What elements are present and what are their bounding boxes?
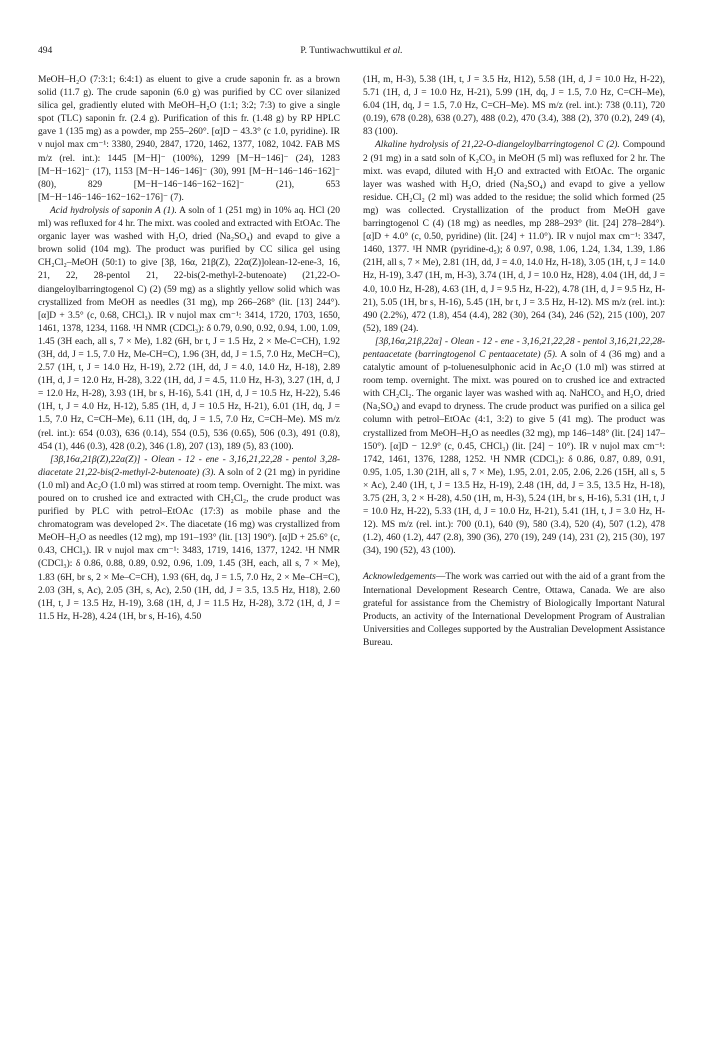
running-author: P. Tuntiwachwuttikul	[300, 46, 382, 56]
paragraph-text: A soln of 1 (251 mg) in 10% aq. HCl (20 ml) was refluxed for 4 hr. The mixt. was cooled and extracted with EtOAc. The organic layer was washed with H₂O, dried (Na₂SO₄) and evapd to give a brown solid (104 mg). The product was purified by CC silica gel using CH₂Cl₂–MeOH (50:1) to give [3β, 16α, 21β(Z), 22α(Z)]olean-12-ene-3, 16, 21, 22, 28-pentol 21, 22-bis(2-methyl-2-butenoate) (21,22-O-diangeloylbarringtogenol C) (2) (59 mg) as a slightly yellow solid which was crystallized from MeOH as needles (31 mg), mp 266–268° (lit. [13] 244°). [α]D + 3.5° (c, 0.68, CHCl₃). IR ν nujol max cm⁻¹: 3414, 1720, 1703, 1650, 1461, 1378, 1234, 1168. ¹H NMR (CDCl₃): δ 0.79, 0.90, 0.92, 0.94, 1.00, 1.09, 1.45 (3H each, all s, 7 × Me), 1.82 (6H, br t, J = 1.5 Hz, 2 × Me-C=CH), 1.92 (3H, dd, J = 1.5, 7.0 Hz, Me-CH=C), 1.96 (3H, dd, J = 1.5, 7.0 Hz, MeCH=C), 2.57 (1H, t, J = 14.0 Hz, H-19), 2.72 (1H, dd, J = 4.0, 14.0 Hz, H-18), 2.89 (1H, d, J = 12.0 Hz, H-28), 3.22 (1H, dd, J = 4.5, 11.0 Hz, H-3), 3.27 (1H, d, J = 12.0 Hz, H-28), 3.93 (1H, br s, H-16), 5.41 (1H, d, J = 10.5 Hz, H-22), 5.46 (1H, t, J = 4.0 Hz, H-12), 5.85 (1H, d, J = 10.5 Hz, H-21), 6.01 (1H, dq, J = 1.5, 7.0 Hz, C=CH–Me), 6.11 (1H, dq, J = 1.5, 7.0 Hz, C=CH–Me). MS m/z (rel. int.): 654 (0.03), 636 (0.14), 554 (0.5), 536 (0.65), 506 (0.3), 491 (0.8), 454 (1), 446 (0.3), 428 (0.2), 346 (1.8), 207 (13), 189 (5), 83 (100).	[38, 205, 340, 452]
paragraph-saponin-purification	[38, 74, 340, 205]
paragraph-text: (1H, m, H-3), 5.38 (1H, t, J = 3.5 Hz, H12), 5.58 (1H, d, J = 10.0 Hz, H-22), 5.71 (1H, d, J = 10.0 Hz, H-21), 5.99 (1H, dq, J = 1.5, 7.0 Hz, C=CH–Me), 6.04 (1H, dq, J = 1.5, 7.0 Hz, C=CH–Me). MS m/z (rel. int.): 738 (0.11), 720 (0.19), 678 (0.28), 638 (0.27), 488 (0.2), 470 (3.4), 388 (2), 370 (0.2), 249 (4), 83 (100).	[363, 75, 665, 138]
paragraph-alkaline-hydrolysis	[363, 139, 665, 335]
paragraph-diacetate-continued	[363, 74, 665, 139]
running-et-al: et al.	[383, 46, 403, 56]
paragraph-text: MeOH–H₂O (7:3:1; 6:4:1) as eluent to give a crude saponin fr. as a brown solid (11.7 g). The crude saponin (6.0 g) was purified by CC over silanized silica gel, gradiently eluted with MeOH–H₂O (1:1; 3:2; 7:3) to give a single spot (TLC) saponin fr. (2.4 g). Purification of this fr. (1.48 g) by RP HPLC gave 1 (135 mg) as a powder, mp 255–260°. [α]D − 43.3° (c 1.0, pyridine). IR ν nujol max cm⁻¹: 3380, 2940, 2847, 1720, 1462, 1377, 1082, 1042. FAB MS m/z (rel. int.): 1445 [M−H]⁻ (100%), 1299 [M−H−146]⁻ (24), 1283 [M−H−162]⁻ (17), 1153 [M−H−146−146]⁻ (30), 991 [M−H−146−146−162]⁻ (80), 829 [M−H−146−146−162−162]⁻ (21), 653 [M−H−146−146−162−162−176]⁻ (7).	[38, 75, 340, 203]
paragraph-heading: [3β,16α,21β(Z),22α(Z)] - Olean - 12 - ene - 3,16,21,22,28 - pentol 3,28-diacetate 21,22-bis(2-methyl-2-butenoate) (3).	[38, 454, 340, 478]
acknowledgements-heading: Acknowledgements	[363, 572, 436, 583]
paragraph-text: Compound 2 (91 mg) in a satd soln of K₂CO₃ in MeOH (5 ml) was refluxed for 2 hr. The mixt. was evapd, diluted with H₂O and extracted with EtOAc. The organic layer was washed with H₂O, dried (Na₂SO₄) and evapd to give a yellow residue. CH₂Cl₂ (2 ml) was added to the residue; the solid which formed (25 mg) was collected. Crystallization of the product from MeOH gave barringtogenol C (4) (18 mg) as needles, mp 288–293° (lit. [24] 278–284°). [α]D + 4.0° (c, 0.50, pyridine) (lit. [24] + 11.0°). IR ν nujol max cm⁻¹: 3347, 1460, 1377. ¹H NMR (pyridine-d₅); δ 0.97, 0.98, 1.06, 1.24, 1.34, 1.39, 1.86 (21H, all s, 7 × Me), 2.81 (1H, dd, J = 4.0, 14.0 Hz, H-18), 3.05 (1H, t, J = 14.0 Hz, H-19), 3.47 (1H, m, H-3), 3.74 (1H, d, J = 10.0 Hz, H28), 4.04 (1H, dd, J = 4.0, 10.0 Hz, H-28), 4.63 (1H, d, J = 9.5 Hz, H-22), 4.78 (1H, d, J = 9.5 Hz, H-21), 5.05 (1H, br s, H-16), 5.45 (1H, br t, J = 3.5 Hz, H-12). MS m/z (rel. int.): 490 (2.2%), 472 (1.8), 454 (4.4), 282 (30), 264 (34), 246 (52), 215 (100), 207 (52), 189 (24).	[363, 140, 665, 334]
running-title	[38, 44, 665, 58]
paragraph-text: A soln of 4 (36 mg) and a catalytic amount of p-toluenesulphonic acid in Ac₂O (1.0 ml) was stirred at room temp. overnight. The mixt. was poured on to crushed ice and extracted with CH₂Cl₂. The organic layer was washed with aq. NaHCO₃ and H₂O, dried (Na₂SO₄) and evapd to dryness. The crude product was purified on a silica gel column with petrol–EtOAc (4:1, 3:2) to give 5 (41 mg). The product was crystallized from MeOH–H₂O as needles (32 mg), mp 146–148° (lit. [24] 147–150°). [α]D − 12.9° (c, 0.45, CHCl₃) (lit. [24] − 10°). IR ν nujol max cm⁻¹: 1742, 1461, 1376, 1288, 1252. ¹H NMR (CDCl₃): δ 0.86, 0.87, 0.89, 0.91, 0.95, 1.05, 1.30 (21H, all s, 7 × Me), 1.95, 2.01, 2.05, 2.06, 2.26 (15H, all s, 5 × Ac), 2.40 (1H, t, J = 13.5 Hz, H-19), 2.48 (1H, dd, J = 3.5, 13.5 Hz, H-18), 3.75 (2H, 3, 2 × H-28), 4.50 (1H, m, H-3), 5.24 (1H, br s, H-16), 5.31 (1H, t, J = 10.0 Hz, H-22), 5.33 (1H, d, J = 10.0 Hz, H-21), 5.41 (1H, t, J = 3.0 Hz, H-12). MS m/z (rel. int.): 700 (0.1), 640 (9), 580 (3.4), 520 (4), 507 (1.2), 478 (1.2), 460 (1.2), 447 (2.8), 390 (36), 270 (19), 249 (14), 231 (2), 215 (30), 197 (34), 190 (52), 43 (100).	[363, 349, 665, 557]
acknowledgements	[363, 571, 665, 650]
paragraph-diacetate	[38, 454, 340, 624]
paragraph-text: A soln of 2 (21 mg) in pyridine (1.0 ml) and Ac₂O (1.0 ml) was stirred at room temp. Overnight. The mixt. was poured on to crushed ice and extracted with CH₂Cl₂, the crude product was purified by PLC with petrol–EtOAc (17:3) as mobile phase and the chromatogram was developed 2×. The diacetate (16 mg) was crystallized from MeOH–H₂O as needles (12 mg), mp 191–193° (lit. [13] 190°). [α]D + 25.6° (c, 0.43, CHCl₃). IR ν nujol max cm⁻¹: 3483, 1719, 1416, 1377, 1242. ¹H NMR (CDCl₃): δ 0.86, 0.88, 0.89, 0.92, 0.96, 1.09, 1.45 (3H, each, all s, 7 × Me), 1.83 (6H, br s, 2 × Me–C=CH), 1.93 (6H, dq, J = 1.5, 7.0 Hz, 2 × Me–CH=C), 2.03 (3H, s, Ac), 2.05 (3H, s, Ac), 2.50 (1H, dd, J = 3.5, 13.5 Hz, H18), 2.60 (1H, t, J = 13.5 Hz, H-19), 3.68 (1H, d, J = 11.5 Hz, H-28), 3.72 (1H, d, J = 11.5 Hz, H-28), 4.24 (1H, br s, H-16), 4.50	[38, 467, 340, 622]
running-header	[38, 44, 665, 58]
paragraph-acid-hydrolysis	[38, 205, 340, 454]
right-column	[363, 74, 665, 650]
acknowledgements-text: —The work was carried out with the aid of a grant from the International Development Research Centre, Ottawa, Canada. We are also grateful for assistance from the Chemistry of Biologically Important Natural Products, an activity of the International Development Program of Australian Universities and Colleges supported by the Australian Development Assistance Bureau.	[363, 572, 665, 648]
page-number: 494	[38, 46, 53, 56]
paragraph-heading: [3β,16α,21β,22α] - Olean - 12 - ene - 3,16,21,22,28 - pentol 3,16,21,22,28-pentaacetate (barringtogenol C pentaacetate) (5).	[363, 336, 665, 360]
paragraph-pentaacetate	[363, 336, 665, 559]
left-column	[38, 74, 340, 624]
paragraph-heading: Acid hydrolysis of saponin A (1).	[50, 205, 177, 216]
paragraph-heading: Alkaline hydrolysis of 21,22-O-diangeloylbarringtogenol C (2).	[375, 140, 620, 151]
